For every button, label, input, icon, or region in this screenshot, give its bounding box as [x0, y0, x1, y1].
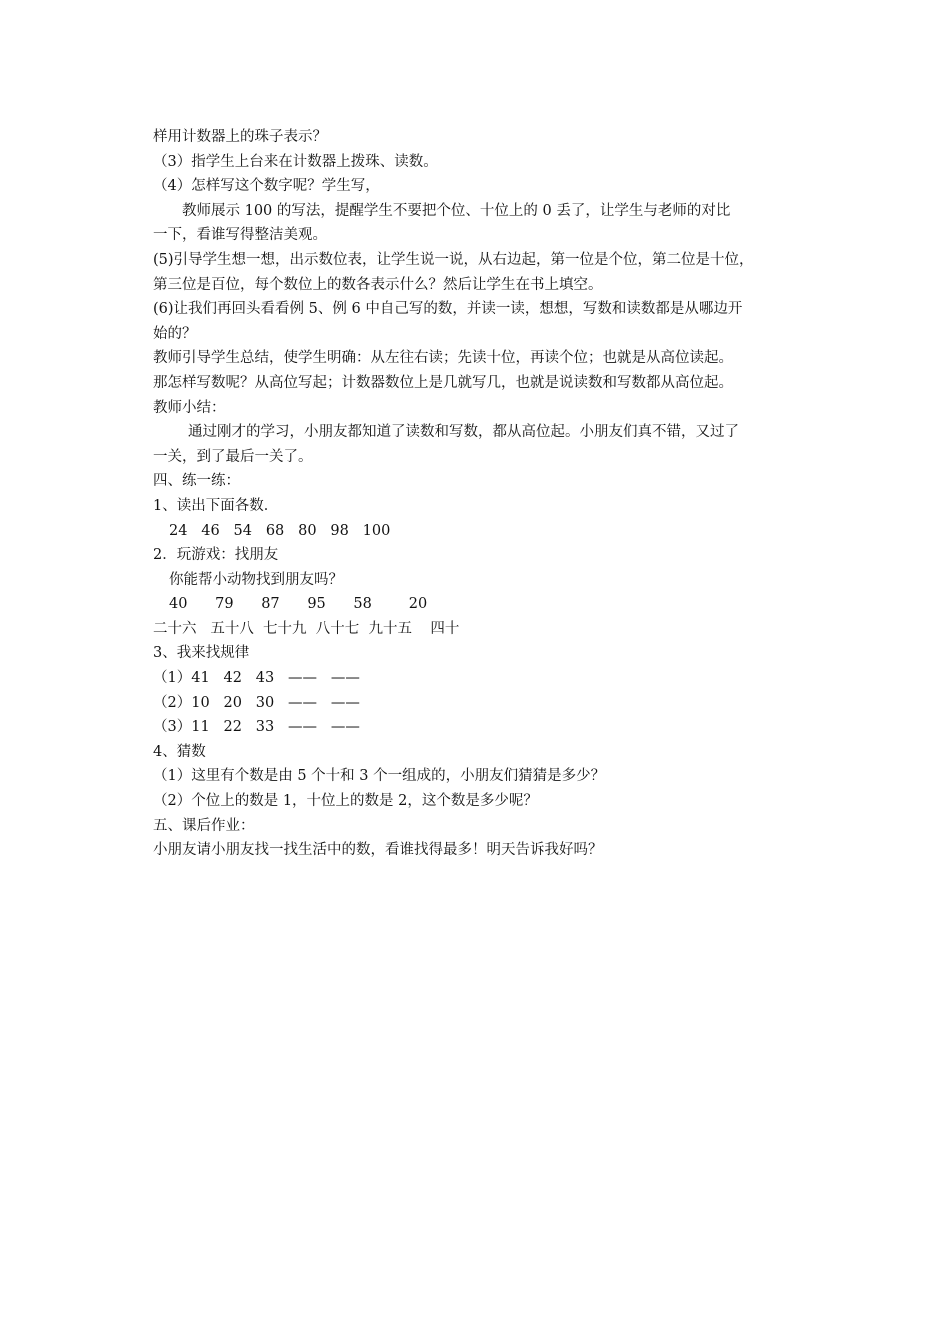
- section-heading: 五、课后作业：: [153, 817, 255, 834]
- text-line: 那怎样写数呢？从高位写起；计数器数位上是几就写几，也就是说读数和写数都从高位起。: [153, 374, 733, 391]
- text-line: 小朋友请小朋友找一找生活中的数，看谁找得最多！明天告诉我好吗？: [153, 842, 603, 859]
- text-line: （2）个位上的数是 1，十位上的数是 2，这个数是多少呢？: [153, 793, 538, 810]
- text-line: （1）这里有个数是由 5 个十和 3 个一组成的，小朋友们猜猜是多少？: [153, 768, 606, 785]
- text-line: (6)让我们再回头看看例 5、例 6 中自己写的数，并读一读，想想，写数和读数都是从哪边开: [153, 301, 743, 318]
- exercise-title: 1、读出下面各数．: [153, 497, 279, 514]
- pattern-row: （3）11 22 33 —— ——: [153, 719, 360, 736]
- text-line: 样用计数器上的珠子表示？: [153, 129, 327, 145]
- text-line: 一关，到了最后一关了。: [153, 448, 313, 465]
- text-line: 教师展示 100 的写法，提醒学生不要把个位、十位上的 0 丢了，让学生与老师的对比: [182, 202, 731, 219]
- number-list: 40 79 87 95 58 20: [169, 596, 428, 613]
- text-line: 教师小结：: [153, 399, 226, 416]
- text-line: (5)引导学生想一想，出示数位表，让学生说一说，从右边起，第一位是个位，第二位是十位，: [153, 251, 754, 268]
- exercise-title: 2．玩游戏：找朋友: [153, 547, 279, 564]
- text-line: （3）指学生上台来在计数器上拨珠、读数。: [153, 153, 438, 170]
- text-line: 通过刚才的学习，小朋友都知道了读数和写数，都从高位起。小朋友们真不错，又过了: [188, 424, 739, 441]
- document-body: [153, 125, 818, 863]
- pattern-row: （2）10 20 30 —— ——: [153, 694, 360, 711]
- number-list: 24 46 54 68 80 98 100: [169, 522, 391, 539]
- section-heading: 四、练一练：: [153, 473, 240, 490]
- text-line: 一下，看谁写得整洁美观。: [153, 227, 327, 244]
- text-line: 第三位是百位，每个数位上的数各表示什么？然后让学生在书上填空。: [153, 276, 603, 293]
- text-line: 始的？: [153, 325, 197, 342]
- exercise-title: 4、猜数: [153, 743, 206, 760]
- exercise-title: 3、我来找规律: [153, 645, 250, 662]
- chinese-number-list: 二十六 五十八 七十九 八十七 九十五 四十: [153, 620, 460, 637]
- text-line: 你能帮小动物找到朋友吗？: [169, 571, 343, 588]
- text-line: 教师引导学生总结，使学生明确：从左往右读；先读十位，再读个位；也就是从高位读起。: [153, 350, 733, 367]
- pattern-row: （1）41 42 43 —— ——: [153, 670, 360, 687]
- text-line: （4）怎样写这个数字呢？学生写，: [153, 178, 380, 195]
